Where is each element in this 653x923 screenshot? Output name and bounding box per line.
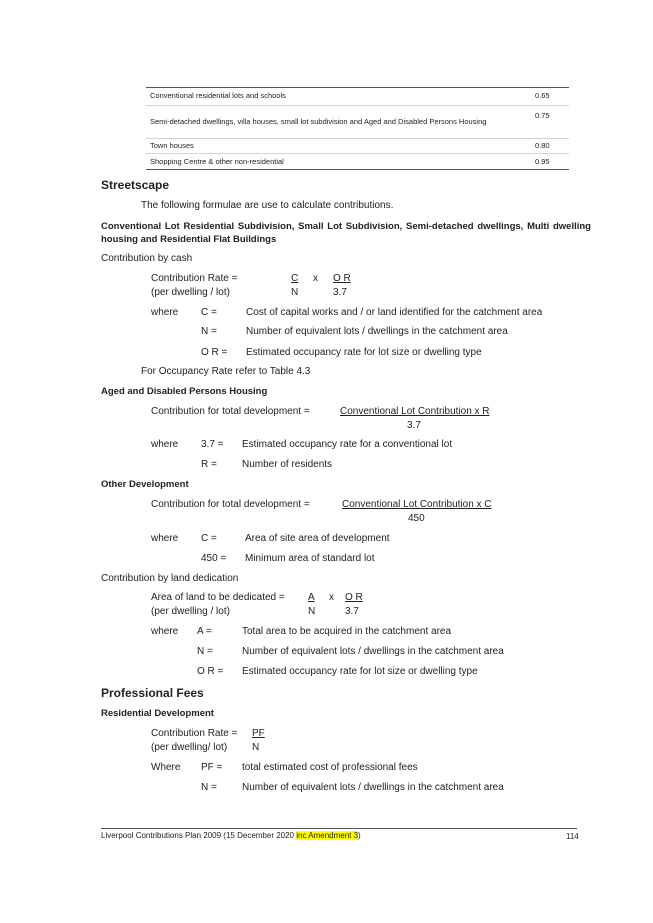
def-description: Cost of capital works and / or land identified for the catchment area xyxy=(246,307,543,318)
streetscape-intro: The following formulae are use to calculate contributions. xyxy=(141,200,394,211)
formula-or: O R xyxy=(333,273,351,284)
formula-n: N xyxy=(308,606,316,617)
other-numerator: Conventional Lot Contribution x C xyxy=(342,499,492,510)
land-heading: Contribution by land dedication xyxy=(101,573,239,584)
aged-label: Contribution for total development = xyxy=(151,406,310,417)
def-description: Total area to be acquired in the catchment area xyxy=(242,626,452,637)
def-symbol: O R = xyxy=(197,666,224,677)
table-row xyxy=(146,138,569,153)
formula-a: A xyxy=(308,592,315,603)
page-number: 114 xyxy=(566,832,579,841)
table-cell-label: Town houses xyxy=(150,141,194,150)
pf-rate-label: Contribution Rate = xyxy=(151,728,238,739)
formula-c: C xyxy=(291,273,299,284)
table-cell-value: 0.75 xyxy=(535,110,550,120)
land-label: Area of land to be dedicated = xyxy=(151,592,285,603)
table-cell-label: Semi-detached dwellings, villa houses, small lot subdivision and Aged and Disabled Persons Housing xyxy=(150,117,487,126)
occupancy-note: For Occupancy Rate refer to Table 4.3 xyxy=(141,366,311,377)
table-cell-value: 0.95 xyxy=(535,156,550,166)
other-label: Contribution for total development = xyxy=(151,499,310,510)
table-row xyxy=(146,87,569,105)
where-label: where xyxy=(151,533,179,544)
aged-heading: Aged and Disabled Persons Housing xyxy=(101,386,268,397)
footer-amendment: inc Amendment 3 xyxy=(296,831,359,840)
def-symbol: R = xyxy=(201,459,217,470)
residential-subheading: Residential Development xyxy=(101,708,214,719)
formula-or: O R xyxy=(345,592,363,603)
def-symbol: N = xyxy=(197,646,213,657)
def-description: Estimated occupancy rate for lot size or dwelling type xyxy=(242,666,478,677)
where-label: Where xyxy=(151,762,181,773)
def-description: Area of site area of development xyxy=(245,533,390,544)
other-heading: Other Development xyxy=(101,479,189,490)
table-row xyxy=(146,105,569,138)
land-sub: (per dwelling / lot) xyxy=(151,606,230,617)
other-denominator: 450 xyxy=(408,513,425,524)
aged-denominator: 3.7 xyxy=(407,420,421,431)
streetscape-heading: Streetscape xyxy=(101,178,170,192)
formula-times: x xyxy=(329,592,334,603)
formula-pf: PF xyxy=(252,728,265,739)
table-cell-label: Conventional residential lots and schools xyxy=(150,91,286,101)
formula-37: 3.7 xyxy=(345,606,359,617)
formula-n: N xyxy=(291,287,299,298)
def-symbol: 450 = xyxy=(201,553,227,564)
streetscape-subheading: Conventional Lot Residential Subdivision, Small Lot Subdivision, Semi-detached dwellings, Multi dwelling housing and Residential Flat Buildings xyxy=(101,221,591,245)
def-description: Number of residents xyxy=(242,459,333,470)
def-description: Minimum area of standard lot xyxy=(245,553,375,564)
aged-numerator: Conventional Lot Contribution x R xyxy=(340,406,490,417)
table-cell-value: 0.65 xyxy=(535,91,550,101)
pf-rate-sub: (per dwelling/ lot) xyxy=(151,742,228,753)
def-description: Estimated occupancy rate for a conventional lot xyxy=(242,439,453,450)
def-description: Number of equivalent lots / dwellings in the catchment area xyxy=(242,646,504,657)
footer-title: Liverpool Contributions Plan 2009 (15 December 2020 xyxy=(101,831,297,840)
table-cell-label: Shopping Centre & other non-residential xyxy=(150,156,284,166)
footer-close: ) xyxy=(358,831,361,840)
where-label: where xyxy=(151,439,179,450)
def-symbol: C = xyxy=(201,307,217,318)
rate-label: Contribution Rate = xyxy=(151,273,238,284)
professional-heading: Professional Fees xyxy=(101,686,204,700)
def-symbol: O R = xyxy=(201,347,228,358)
occupancy-rate-table xyxy=(146,87,569,170)
rate-sub: (per dwelling / lot) xyxy=(151,287,230,298)
def-symbol: A = xyxy=(197,626,212,637)
def-description: Number of equivalent lots / dwellings in the catchment area xyxy=(242,782,504,793)
def-symbol: N = xyxy=(201,326,217,337)
footer-text xyxy=(101,831,361,840)
def-symbol: PF = xyxy=(201,762,223,773)
table-cell-value: 0.80 xyxy=(535,141,550,150)
def-symbol: N = xyxy=(201,782,217,793)
formula-37: 3.7 xyxy=(333,287,347,298)
def-symbol: 3.7 = xyxy=(201,439,224,450)
footer-rule xyxy=(101,828,577,829)
where-label: where xyxy=(151,626,179,637)
formula-n: N xyxy=(252,742,260,753)
def-symbol: C = xyxy=(201,533,217,544)
formula-times: x xyxy=(313,273,318,284)
table-row xyxy=(146,153,569,169)
where-label: where xyxy=(151,307,179,318)
cash-label: Contribution by cash xyxy=(101,253,193,264)
def-description: Estimated occupancy rate for lot size or dwelling type xyxy=(246,347,482,358)
def-description: total estimated cost of professional fees xyxy=(242,762,418,773)
def-description: Number of equivalent lots / dwellings in the catchment area xyxy=(246,326,508,337)
